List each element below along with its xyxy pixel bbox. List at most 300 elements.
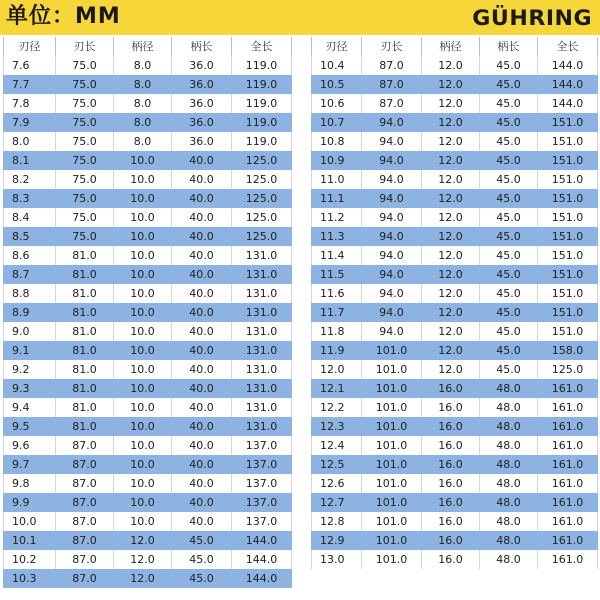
table-cell: 151.0 xyxy=(538,170,598,189)
table-cell: 12.0 xyxy=(422,341,480,360)
table-cell: 94.0 xyxy=(362,189,422,208)
table-cell: 45.0 xyxy=(172,569,232,588)
table-cell: 81.0 xyxy=(56,417,114,436)
table-cell: 48.0 xyxy=(480,417,538,436)
table-cell: 137.0 xyxy=(232,512,292,531)
table-row xyxy=(4,322,292,341)
table-cell: 137.0 xyxy=(232,455,292,474)
table-row xyxy=(312,284,598,303)
column-header: 全长 xyxy=(232,37,292,56)
table-row xyxy=(312,360,598,379)
table-cell: 36.0 xyxy=(172,56,232,75)
table-cell: 137.0 xyxy=(232,493,292,512)
table-cell: 131.0 xyxy=(232,322,292,341)
table-row xyxy=(4,227,292,246)
table-cell: 101.0 xyxy=(362,531,422,550)
table-cell: 48.0 xyxy=(480,398,538,417)
table-cell: 151.0 xyxy=(538,303,598,322)
table-row xyxy=(4,113,292,132)
table-cell: 75.0 xyxy=(56,227,114,246)
table-row xyxy=(4,417,292,436)
table-cell: 125.0 xyxy=(232,170,292,189)
table-cell: 81.0 xyxy=(56,265,114,284)
table-row xyxy=(312,341,598,360)
spec-table-right xyxy=(311,37,598,569)
table-cell: 40.0 xyxy=(172,322,232,341)
table-cell: 45.0 xyxy=(480,56,538,75)
table-cell: 11.0 xyxy=(312,170,362,189)
table-cell: 12.0 xyxy=(422,208,480,227)
table-cell: 94.0 xyxy=(362,227,422,246)
column-header: 刃长 xyxy=(362,37,422,56)
table-row xyxy=(4,75,292,94)
table-cell: 45.0 xyxy=(480,132,538,151)
table-cell: 151.0 xyxy=(538,151,598,170)
table-cell: 125.0 xyxy=(232,189,292,208)
table-cell: 10.8 xyxy=(312,132,362,151)
table-cell: 48.0 xyxy=(480,455,538,474)
table-cell: 45.0 xyxy=(172,531,232,550)
table-cell: 40.0 xyxy=(172,493,232,512)
table-cell: 94.0 xyxy=(362,208,422,227)
table-cell: 12.5 xyxy=(312,455,362,474)
table-cell: 87.0 xyxy=(362,75,422,94)
table-cell: 45.0 xyxy=(480,246,538,265)
table-cell: 12.0 xyxy=(422,75,480,94)
table-cell: 75.0 xyxy=(56,189,114,208)
table-cell: 75.0 xyxy=(56,94,114,113)
table-cell: 81.0 xyxy=(56,246,114,265)
table-cell: 151.0 xyxy=(538,208,598,227)
table-row xyxy=(4,455,292,474)
table-row xyxy=(312,531,598,550)
table-cell: 9.6 xyxy=(4,436,56,455)
table-cell: 131.0 xyxy=(232,341,292,360)
column-header: 柄长 xyxy=(480,37,538,56)
table-row xyxy=(312,132,598,151)
table-cell: 119.0 xyxy=(232,94,292,113)
table-cell: 131.0 xyxy=(232,360,292,379)
unit-label: 单位：MM xyxy=(6,4,121,29)
table-cell: 12.0 xyxy=(422,132,480,151)
table-cell: 40.0 xyxy=(172,360,232,379)
table-cell: 161.0 xyxy=(538,550,598,569)
table-cell: 10.6 xyxy=(312,94,362,113)
table-row xyxy=(4,189,292,208)
table-cell: 16.0 xyxy=(422,379,480,398)
table-cell: 8.1 xyxy=(4,151,56,170)
table-cell: 131.0 xyxy=(232,303,292,322)
table-row xyxy=(312,208,598,227)
table-cell: 94.0 xyxy=(362,322,422,341)
table-cell: 10.0 xyxy=(114,265,172,284)
table-row xyxy=(312,379,598,398)
column-header: 柄径 xyxy=(422,37,480,56)
table-row xyxy=(312,417,598,436)
table-cell: 87.0 xyxy=(56,550,114,569)
table-cell: 81.0 xyxy=(56,341,114,360)
table-cell: 87.0 xyxy=(56,512,114,531)
table-cell: 75.0 xyxy=(56,151,114,170)
table-cell: 161.0 xyxy=(538,417,598,436)
table-row xyxy=(312,113,598,132)
table-cell: 12.0 xyxy=(422,303,480,322)
table-cell: 48.0 xyxy=(480,493,538,512)
table-row xyxy=(4,265,292,284)
table-cell: 101.0 xyxy=(362,493,422,512)
table-cell: 158.0 xyxy=(538,341,598,360)
table-cell: 8.6 xyxy=(4,246,56,265)
table-cell: 87.0 xyxy=(56,455,114,474)
table-cell: 151.0 xyxy=(538,246,598,265)
table-cell: 119.0 xyxy=(232,56,292,75)
table-row xyxy=(312,94,598,113)
table-cell: 12.9 xyxy=(312,531,362,550)
table-cell: 12.0 xyxy=(422,170,480,189)
brand-logo: GÜHRING xyxy=(472,6,592,30)
table-row xyxy=(4,550,292,569)
table-cell: 16.0 xyxy=(422,550,480,569)
table-cell: 12.0 xyxy=(422,113,480,132)
table-cell: 81.0 xyxy=(56,284,114,303)
table-cell: 16.0 xyxy=(422,455,480,474)
table-cell: 161.0 xyxy=(538,531,598,550)
table-cell: 45.0 xyxy=(480,322,538,341)
table-cell: 45.0 xyxy=(480,75,538,94)
table-cell: 125.0 xyxy=(232,208,292,227)
table-cell: 10.0 xyxy=(114,284,172,303)
table-cell: 144.0 xyxy=(538,75,598,94)
table-cell: 40.0 xyxy=(172,341,232,360)
table-cell: 16.0 xyxy=(422,512,480,531)
table-row xyxy=(4,94,292,113)
table-row xyxy=(312,151,598,170)
table-cell: 36.0 xyxy=(172,132,232,151)
table-row xyxy=(312,227,598,246)
table-cell: 94.0 xyxy=(362,284,422,303)
table-cell: 87.0 xyxy=(56,531,114,550)
table-cell: 101.0 xyxy=(362,360,422,379)
table-row xyxy=(312,303,598,322)
table-row xyxy=(4,284,292,303)
table-cell: 48.0 xyxy=(480,512,538,531)
table-cell: 45.0 xyxy=(480,341,538,360)
table-cell: 40.0 xyxy=(172,379,232,398)
table-cell: 87.0 xyxy=(56,569,114,588)
table-cell: 10.0 xyxy=(114,322,172,341)
table-cell: 101.0 xyxy=(362,512,422,531)
table-cell: 36.0 xyxy=(172,75,232,94)
table-cell: 137.0 xyxy=(232,474,292,493)
table-cell: 75.0 xyxy=(56,56,114,75)
table-cell: 12.0 xyxy=(422,246,480,265)
table-cell: 48.0 xyxy=(480,474,538,493)
table-cell: 45.0 xyxy=(480,303,538,322)
table-cell: 10.7 xyxy=(312,113,362,132)
table-cell: 12.4 xyxy=(312,436,362,455)
column-header: 刃径 xyxy=(4,37,56,56)
table-row xyxy=(4,379,292,398)
table-cell: 151.0 xyxy=(538,189,598,208)
table-cell: 8.8 xyxy=(4,284,56,303)
table-row xyxy=(4,512,292,531)
table-cell: 7.6 xyxy=(4,56,56,75)
table-row xyxy=(4,132,292,151)
table-cell: 119.0 xyxy=(232,132,292,151)
table-cell: 9.9 xyxy=(4,493,56,512)
table-cell: 75.0 xyxy=(56,170,114,189)
table-cell: 94.0 xyxy=(362,265,422,284)
table-row xyxy=(312,56,598,75)
table-cell: 144.0 xyxy=(232,550,292,569)
table-cell: 75.0 xyxy=(56,113,114,132)
table-header-row xyxy=(4,37,292,56)
table-row xyxy=(4,170,292,189)
table-cell: 16.0 xyxy=(422,436,480,455)
table-cell: 11.7 xyxy=(312,303,362,322)
spec-table-left xyxy=(3,37,292,588)
table-row xyxy=(4,341,292,360)
table-cell: 9.2 xyxy=(4,360,56,379)
header-bar xyxy=(0,0,600,35)
table-cell: 161.0 xyxy=(538,474,598,493)
table-cell: 94.0 xyxy=(362,132,422,151)
table-cell: 94.0 xyxy=(362,113,422,132)
table-cell: 101.0 xyxy=(362,550,422,569)
table-cell: 81.0 xyxy=(56,398,114,417)
table-row xyxy=(312,189,598,208)
table-cell: 125.0 xyxy=(232,151,292,170)
table-cell: 11.9 xyxy=(312,341,362,360)
table-cell: 40.0 xyxy=(172,265,232,284)
table-cell: 94.0 xyxy=(362,246,422,265)
table-cell: 36.0 xyxy=(172,94,232,113)
table-cell: 10.0 xyxy=(114,208,172,227)
table-cell: 151.0 xyxy=(538,322,598,341)
table-cell: 144.0 xyxy=(538,94,598,113)
table-cell: 10.3 xyxy=(4,569,56,588)
table-cell: 40.0 xyxy=(172,436,232,455)
table-row xyxy=(4,398,292,417)
table-cell: 125.0 xyxy=(232,227,292,246)
table-cell: 48.0 xyxy=(480,436,538,455)
table-cell: 12.8 xyxy=(312,512,362,531)
table-cell: 10.0 xyxy=(114,417,172,436)
table-cell: 10.0 xyxy=(114,474,172,493)
table-cell: 151.0 xyxy=(538,132,598,151)
table-cell: 10.2 xyxy=(4,550,56,569)
table-cell: 10.0 xyxy=(114,455,172,474)
table-cell: 16.0 xyxy=(422,398,480,417)
table-cell: 11.2 xyxy=(312,208,362,227)
table-cell: 40.0 xyxy=(172,170,232,189)
table-cell: 7.7 xyxy=(4,75,56,94)
table-cell: 7.9 xyxy=(4,113,56,132)
table-row xyxy=(4,474,292,493)
table-cell: 8.0 xyxy=(114,94,172,113)
table-cell: 101.0 xyxy=(362,379,422,398)
table-row xyxy=(4,303,292,322)
table-cell: 161.0 xyxy=(538,493,598,512)
table-cell: 10.0 xyxy=(114,227,172,246)
table-cell: 10.0 xyxy=(114,303,172,322)
table-cell: 81.0 xyxy=(56,379,114,398)
table-cell: 48.0 xyxy=(480,550,538,569)
table-cell: 87.0 xyxy=(56,493,114,512)
table-cell: 11.1 xyxy=(312,189,362,208)
table-row xyxy=(4,360,292,379)
table-cell: 87.0 xyxy=(56,436,114,455)
table-cell: 11.8 xyxy=(312,322,362,341)
table-cell: 8.5 xyxy=(4,227,56,246)
column-header: 刃长 xyxy=(56,37,114,56)
table-cell: 40.0 xyxy=(172,151,232,170)
table-cell: 9.5 xyxy=(4,417,56,436)
table-cell: 75.0 xyxy=(56,132,114,151)
table-cell: 8.4 xyxy=(4,208,56,227)
table-cell: 40.0 xyxy=(172,455,232,474)
table-cell: 12.0 xyxy=(422,56,480,75)
table-cell: 10.1 xyxy=(4,531,56,550)
table-cell: 10.0 xyxy=(114,436,172,455)
table-cell: 9.8 xyxy=(4,474,56,493)
table-cell: 8.0 xyxy=(114,56,172,75)
table-row xyxy=(312,398,598,417)
table-cell: 101.0 xyxy=(362,455,422,474)
table-row xyxy=(4,436,292,455)
table-cell: 161.0 xyxy=(538,379,598,398)
table-cell: 101.0 xyxy=(362,436,422,455)
table-cell: 9.3 xyxy=(4,379,56,398)
table-cell: 12.0 xyxy=(422,151,480,170)
column-header: 全长 xyxy=(538,37,598,56)
table-cell: 10.0 xyxy=(114,151,172,170)
table-cell: 12.0 xyxy=(422,265,480,284)
table-cell: 9.7 xyxy=(4,455,56,474)
table-cell: 10.0 xyxy=(114,189,172,208)
table-cell: 40.0 xyxy=(172,303,232,322)
table-cell: 131.0 xyxy=(232,265,292,284)
table-row xyxy=(312,75,598,94)
table-cell: 119.0 xyxy=(232,75,292,94)
table-cell: 45.0 xyxy=(480,113,538,132)
table-cell: 9.0 xyxy=(4,322,56,341)
table-cell: 45.0 xyxy=(480,151,538,170)
table-cell: 87.0 xyxy=(56,474,114,493)
table-cell: 40.0 xyxy=(172,284,232,303)
table-cell: 131.0 xyxy=(232,246,292,265)
table-row xyxy=(312,512,598,531)
table-row xyxy=(4,531,292,550)
table-cell: 131.0 xyxy=(232,398,292,417)
table-cell: 40.0 xyxy=(172,189,232,208)
table-cell: 9.1 xyxy=(4,341,56,360)
table-cell: 45.0 xyxy=(480,360,538,379)
table-cell: 12.7 xyxy=(312,493,362,512)
table-cell: 40.0 xyxy=(172,398,232,417)
table-cell: 151.0 xyxy=(538,284,598,303)
table-cell: 12.0 xyxy=(114,531,172,550)
table-cell: 48.0 xyxy=(480,531,538,550)
table-cell: 16.0 xyxy=(422,417,480,436)
table-cell: 94.0 xyxy=(362,170,422,189)
table-cell: 81.0 xyxy=(56,322,114,341)
table-cell: 151.0 xyxy=(538,265,598,284)
table-cell: 101.0 xyxy=(362,398,422,417)
table-row xyxy=(4,246,292,265)
table-cell: 8.0 xyxy=(4,132,56,151)
table-row xyxy=(312,246,598,265)
table-cell: 45.0 xyxy=(480,94,538,113)
table-cell: 12.0 xyxy=(422,284,480,303)
table-cell: 10.0 xyxy=(4,512,56,531)
table-cell: 101.0 xyxy=(362,474,422,493)
table-cell: 10.0 xyxy=(114,246,172,265)
table-cell: 10.0 xyxy=(114,170,172,189)
table-cell: 75.0 xyxy=(56,208,114,227)
table-row xyxy=(312,550,598,569)
table-cell: 119.0 xyxy=(232,113,292,132)
table-cell: 12.0 xyxy=(312,360,362,379)
table-cell: 161.0 xyxy=(538,436,598,455)
table-cell: 144.0 xyxy=(232,569,292,588)
table-cell: 10.4 xyxy=(312,56,362,75)
table-cell: 45.0 xyxy=(480,170,538,189)
table-cell: 75.0 xyxy=(56,75,114,94)
table-cell: 11.4 xyxy=(312,246,362,265)
table-cell: 10.0 xyxy=(114,398,172,417)
table-cell: 13.0 xyxy=(312,550,362,569)
table-cell: 131.0 xyxy=(232,417,292,436)
column-header: 柄长 xyxy=(172,37,232,56)
table-cell: 10.5 xyxy=(312,75,362,94)
column-header: 柄径 xyxy=(114,37,172,56)
table-cell: 10.0 xyxy=(114,379,172,398)
table-row xyxy=(312,455,598,474)
table-cell: 8.3 xyxy=(4,189,56,208)
table-cell: 151.0 xyxy=(538,227,598,246)
table-cell: 161.0 xyxy=(538,455,598,474)
table-cell: 12.6 xyxy=(312,474,362,493)
table-cell: 12.0 xyxy=(114,569,172,588)
table-cell: 10.9 xyxy=(312,151,362,170)
table-row xyxy=(4,56,292,75)
table-cell: 161.0 xyxy=(538,398,598,417)
table-cell: 137.0 xyxy=(232,436,292,455)
table-cell: 12.3 xyxy=(312,417,362,436)
table-cell: 8.9 xyxy=(4,303,56,322)
table-cell: 45.0 xyxy=(480,265,538,284)
table-cell: 36.0 xyxy=(172,113,232,132)
table-cell: 40.0 xyxy=(172,227,232,246)
table-cell: 151.0 xyxy=(538,113,598,132)
table-cell: 9.4 xyxy=(4,398,56,417)
table-cell: 45.0 xyxy=(480,227,538,246)
table-cell: 87.0 xyxy=(362,94,422,113)
table-cell: 10.0 xyxy=(114,360,172,379)
table-cell: 81.0 xyxy=(56,360,114,379)
table-cell: 45.0 xyxy=(172,550,232,569)
table-cell: 10.0 xyxy=(114,341,172,360)
column-header: 刃径 xyxy=(312,37,362,56)
table-header-row xyxy=(312,37,598,56)
table-cell: 7.8 xyxy=(4,94,56,113)
table-cell: 12.0 xyxy=(422,227,480,246)
table-cell: 131.0 xyxy=(232,284,292,303)
table-cell: 12.1 xyxy=(312,379,362,398)
table-row xyxy=(4,569,292,588)
table-cell: 8.0 xyxy=(114,113,172,132)
